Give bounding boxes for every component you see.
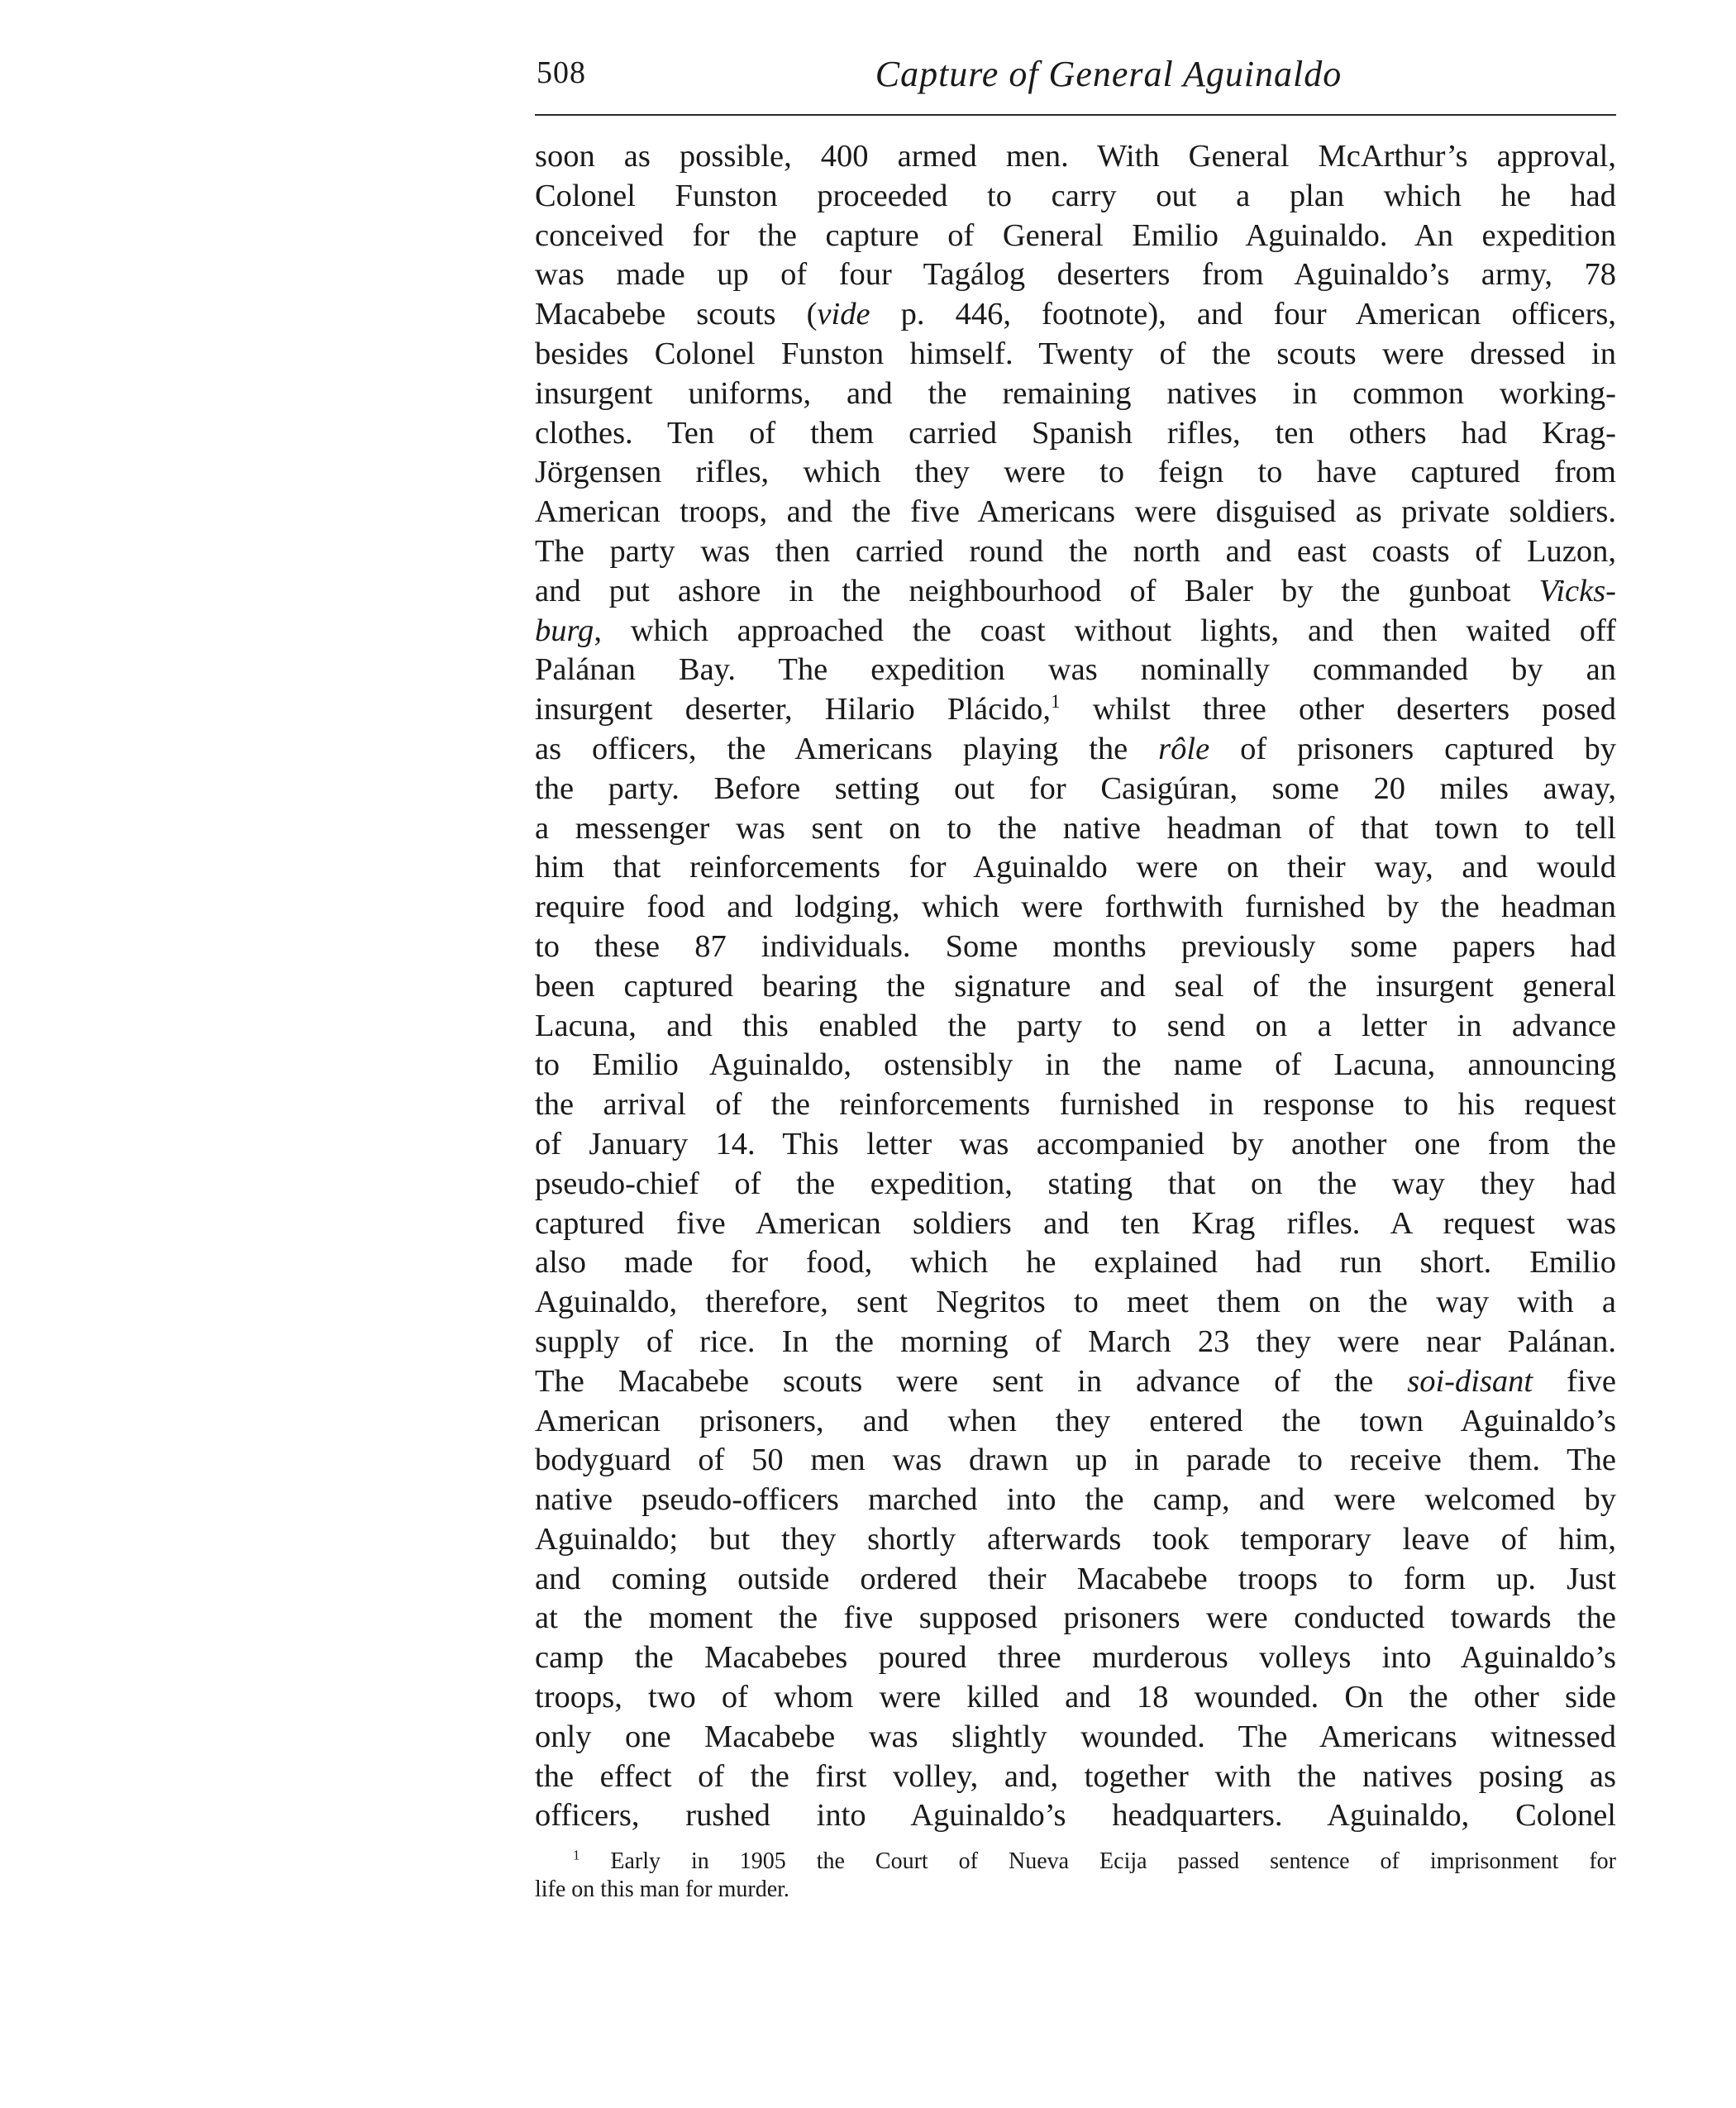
text-line: was made up of four Tagálog deserters from Aguinaldo’s army, 78 — [535, 257, 1616, 293]
text-line: captured five American soldiers and ten Krag rifles. A request was — [535, 1205, 1616, 1241]
text-line: at the moment the five supposed prisoners were conducted towards the — [535, 1600, 1616, 1636]
text-line: besides Colonel Funston himself. Twenty of the scouts were dressed in — [535, 336, 1616, 371]
text-line: burg, which approached the coast without lights, and then waited off — [535, 613, 1616, 648]
text-line: him that reinforcements for Aguinaldo were on their way, and would — [535, 850, 1616, 885]
text-line: clothes. Ten of them carried Spanish rifles, ten others had Krag- — [535, 415, 1616, 451]
text-line: to Emilio Aguinaldo, ostensibly in the name of Lacuna, announcing — [535, 1047, 1616, 1083]
text-line: bodyguard of 50 men was drawn up in parade to receive them. The — [535, 1443, 1616, 1478]
text-line: conceived for the capture of General Emilio Aguinaldo. An expedition — [535, 217, 1616, 253]
text-line: native pseudo-officers marched into the camp, and were welcomed by — [535, 1482, 1616, 1518]
running-head — [535, 53, 1616, 109]
footnote-line: life on this man for murder. — [535, 1877, 789, 1903]
footnote-line — [535, 1848, 1616, 1876]
footnote-marker: 1 — [573, 1847, 580, 1863]
text-line: the arrival of the reinforcements furnished in response to his request — [535, 1087, 1616, 1123]
text-line: soon as possible, 400 armed men. With General McArthur’s approval, — [535, 139, 1616, 174]
text-line: Colonel Funston proceeded to carry out a plan which he had — [535, 178, 1616, 213]
text-line: the effect of the first volley, and, together with the natives posing as — [535, 1758, 1616, 1794]
text-line: troops, two of whom were killed and 18 wounded. On the other side — [535, 1680, 1616, 1715]
text-line: Macabebe scouts (vide p. 446, footnote), and four American officers, — [535, 297, 1617, 332]
page-number: 508 — [537, 55, 586, 90]
header-rule — [535, 114, 1616, 116]
text-line: camp the Macabebes poured three murderous volleys into Aguinaldo’s — [535, 1640, 1616, 1676]
body-text — [535, 137, 1616, 1836]
text-line: the party. Before setting out for Casigúran, some 20 miles away, — [535, 770, 1616, 806]
text-line: The Macabebe scouts were sent in advance of the soi-disant five — [535, 1363, 1616, 1399]
text-line: been captured bearing the signature and seal of the insurgent general — [535, 968, 1616, 1004]
text-line: officers, rushed into Aguinaldo’s headquarters. Aguinaldo, Colonel — [535, 1798, 1616, 1834]
text-line: Aguinaldo, therefore, sent Negritos to meet them on the way with a — [535, 1285, 1616, 1320]
footnote — [535, 1848, 1616, 1904]
text-line: Jörgensen rifles, which they were to feign to have captured from — [535, 455, 1616, 490]
text-line: insurgent deserter, Hilario Plácido,$^1$ whilst three other deserters posed — [535, 690, 1616, 727]
text-line: American troops, and the five Americans were disguised as private soldiers. — [535, 494, 1616, 530]
text-line: and coming outside ordered their Macabebe troops to form up. Just — [535, 1561, 1616, 1596]
text-line: American prisoners, and when they entered the town Aguinaldo’s — [535, 1403, 1616, 1438]
text-line: insurgent uniforms, and the remaining natives in common working- — [535, 375, 1616, 411]
book-page — [535, 53, 1616, 1904]
footnote-text: Early in 1905 the Court of Nueva Ecija passed sentence of imprisonment for — [610, 1848, 1617, 1875]
text-line: require food and lodging, which were forthwith furnished by the headman — [535, 889, 1616, 925]
text-line: and put ashore in the neighbourhood of Baler by the gunboat Vicks- — [535, 573, 1616, 608]
running-title: Capture of General Aguinaldo — [875, 54, 1343, 94]
text-line: The party was then carried round the north and east coasts of Luzon, — [535, 533, 1616, 569]
text-line: to these 87 individuals. Some months previously some papers had — [535, 928, 1616, 964]
text-line: of January 14. This letter was accompanied by another one from the — [535, 1126, 1616, 1161]
text-line: Palánan Bay. The expedition was nominally commanded by an — [535, 652, 1616, 688]
text-line: as officers, the Americans playing the rôle of prisoners captured by — [535, 731, 1616, 766]
text-line: Lacuna, and this enabled the party to send on a letter in advance — [535, 1008, 1616, 1043]
text-line: only one Macabebe was slightly wounded. The Americans witnessed — [535, 1719, 1616, 1754]
text-line: supply of rice. In the morning of March 23 they were near Palánan. — [535, 1323, 1616, 1359]
text-line: a messenger was sent on to the native headman of that town to tell — [535, 810, 1616, 846]
text-line: Aguinaldo; but they shortly afterwards took temporary leave of him, — [535, 1521, 1616, 1557]
text-line: also made for food, which he explained had run short. Emilio — [535, 1245, 1616, 1281]
text-line: pseudo-chief of the expedition, stating that on the way they had — [535, 1166, 1616, 1201]
